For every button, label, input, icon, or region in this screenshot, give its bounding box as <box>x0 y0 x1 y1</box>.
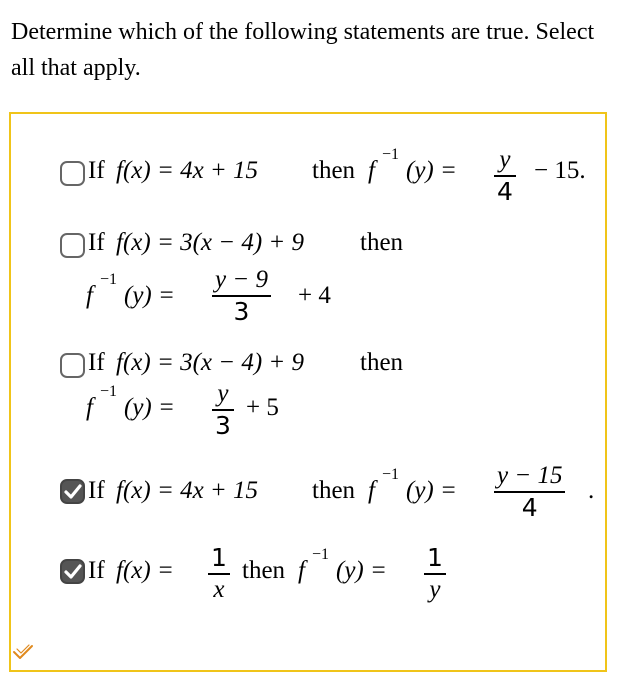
question-prompt: Determine which of the following statements are true. Select all that apply. <box>11 19 595 81</box>
option-5-fraction-1 <box>208 543 230 605</box>
option-2-finv-sup: −1 <box>100 271 118 288</box>
option-4-frac-num: y − 15 <box>497 462 563 489</box>
option-5-finv-arg: (y) = <box>336 557 387 584</box>
option-4-then: then <box>312 477 356 504</box>
answer-options-box <box>9 112 607 672</box>
option-3-finv-sup: −1 <box>100 383 118 400</box>
option-4-checkbox[interactable] <box>60 479 85 504</box>
option-4-lead: If <box>88 477 105 504</box>
option-2-finv-arg: (y) = <box>124 282 175 309</box>
option-2-lead: If <box>88 229 105 256</box>
option-2-frac-den: 3 <box>233 297 250 326</box>
option-3-then: then <box>360 349 404 376</box>
option-2-tail: + 4 <box>298 282 331 309</box>
option-1-fraction <box>494 145 516 207</box>
option-5-finv-sup: −1 <box>312 546 330 563</box>
option-1-frac-den: 4 <box>497 177 513 206</box>
option-4-frac-den: 4 <box>521 493 538 522</box>
option-4-fx: f(x) = 4x + 15 <box>116 477 259 504</box>
option-4[interactable] <box>60 462 595 522</box>
option-2-fraction <box>212 265 271 327</box>
checkmark-icon <box>63 562 83 582</box>
option-1-checkbox[interactable] <box>60 161 85 186</box>
option-3-finv-arg: (y) = <box>124 394 175 421</box>
option-2-frac-num: y − 9 <box>215 266 268 293</box>
option-5-frac2-den: y <box>429 576 441 603</box>
option-3-tail: + 5 <box>246 394 279 421</box>
option-1-finv-arg: (y) = <box>406 157 457 184</box>
option-5-fx: f(x) = <box>116 557 174 584</box>
option-5[interactable] <box>60 543 443 603</box>
option-5-fraction-2 <box>424 543 446 605</box>
checkmark-icon <box>63 482 83 502</box>
option-3-fraction <box>212 379 234 441</box>
option-2[interactable] <box>60 229 404 326</box>
option-4-fraction <box>494 461 565 523</box>
option-1-finv-sup: −1 <box>382 146 400 163</box>
option-2-fx: f(x) = 3(x − 4) + 9 <box>116 229 305 256</box>
option-5-frac2-num: 1 <box>427 543 443 572</box>
option-1[interactable] <box>60 146 586 206</box>
option-4-finv-sup: −1 <box>382 466 400 483</box>
option-2-finv: f <box>86 282 93 309</box>
option-1-lead: If <box>88 157 105 184</box>
option-3[interactable] <box>60 349 404 440</box>
option-1-tail: − 15. <box>534 157 586 184</box>
option-5-lead: If <box>88 557 105 584</box>
option-5-frac1-den: x <box>213 576 225 603</box>
option-5-checkbox[interactable] <box>60 559 85 584</box>
option-1-fx: f(x) = 4x + 15 <box>116 157 259 184</box>
option-4-finv-arg: (y) = <box>406 477 457 504</box>
option-1-then: then <box>312 157 356 184</box>
option-2-then: then <box>360 229 404 256</box>
option-1-finv: f <box>368 157 375 184</box>
option-3-finv: f <box>86 394 93 421</box>
option-3-fx: f(x) = 3(x − 4) + 9 <box>116 349 305 376</box>
option-3-frac-den: 3 <box>215 411 231 440</box>
option-4-finv: f <box>368 477 375 504</box>
check-status-icon <box>12 643 34 661</box>
option-1-frac-num: y <box>499 146 511 173</box>
option-5-then: then <box>242 557 286 584</box>
option-5-finv: f <box>298 557 305 584</box>
option-3-frac-num: y <box>217 380 229 407</box>
option-2-checkbox[interactable] <box>60 233 85 258</box>
option-5-frac1-num: 1 <box>211 543 227 572</box>
option-4-tail: . <box>588 477 595 504</box>
option-3-checkbox[interactable] <box>60 353 85 378</box>
option-3-lead: If <box>88 349 105 376</box>
